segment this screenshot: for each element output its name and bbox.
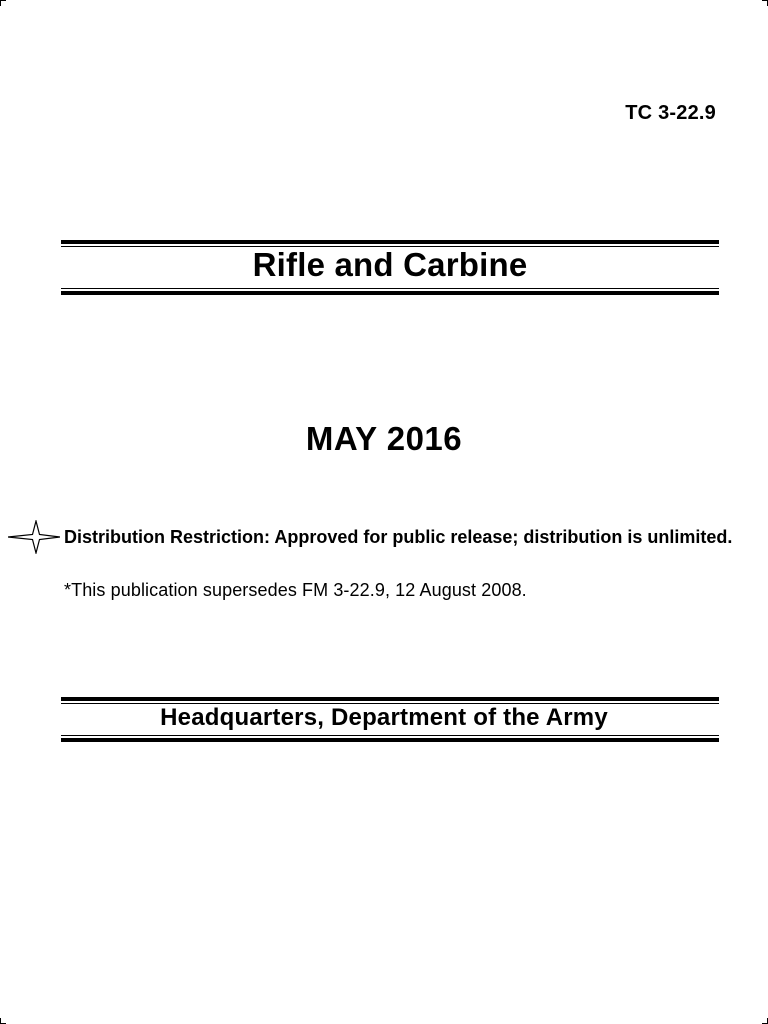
- org-rule-bottom-thick: [61, 738, 719, 742]
- crop-mark-top-left-vertical: [0, 0, 1, 6]
- org-rule-bottom-thin: [61, 735, 719, 736]
- crop-mark-bottom-left-vertical: [0, 1018, 1, 1024]
- title-rule-top-thick: [61, 240, 719, 244]
- publication-date: MAY 2016: [305, 420, 463, 457]
- title-rule-bottom-thin: [61, 288, 719, 289]
- title-rule-bottom-thick: [61, 291, 719, 295]
- document-number: TC 3-22.9: [625, 102, 716, 124]
- document-title: Rifle and Carbine: [252, 246, 528, 283]
- distribution-restriction: Distribution Restriction: Approved for public release; distribution is unlimited.: [64, 527, 733, 547]
- distribution-star-icon: [8, 520, 60, 554]
- supersedes-note: *This publication supersedes FM 3-22.9, 12 August 2008.: [64, 580, 527, 600]
- org-rule-top-thick: [61, 697, 719, 701]
- issuing-organization: Headquarters, Department of the Army: [160, 704, 608, 731]
